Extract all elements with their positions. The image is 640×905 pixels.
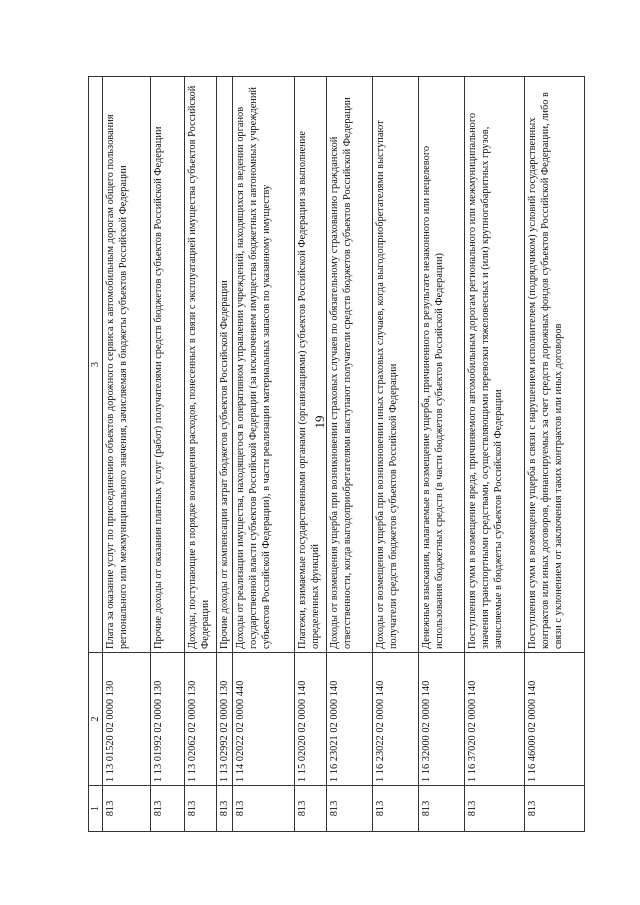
revenue-name-cell: Прочие доходы от оказания платных услуг (работ) получателями средств бюджетов субъектов Российской Федерации <box>151 77 185 653</box>
table-row <box>525 77 585 832</box>
table-row <box>103 77 151 832</box>
revenue-code-cell: 1 13 02992 02 0000 130 <box>217 653 233 786</box>
revenue-name-cell: Поступления сумм в возмещение вреда, причиняемого автомобильным дорогам регионального или межмуниципального значения транспортными средствами, осуществляющими перевозки тяжеловесных и (или) крупногабаритных грузов, зачисляемые в бюджеты субъектов Российской Федерации <box>465 77 525 653</box>
revenue-code-cell: 1 16 37020 02 0000 140 <box>465 653 525 786</box>
revenue-name-cell: Платежи, взимаемые государственными органами (организациями) субъектов Российской Федерации за выполнение определенных функций <box>295 77 327 653</box>
admin-code-cell: 813 <box>295 786 327 832</box>
admin-code-cell: 813 <box>103 786 151 832</box>
header-col-2: 2 <box>89 653 103 786</box>
revenue-code-cell: 1 14 02022 02 0000 440 <box>233 653 295 786</box>
table-row <box>373 77 419 832</box>
revenue-name-cell: Доходы от реализации имущества, находящегося в оперативном управлении учреждений, находящихся в ведении органов государственной власти субъектов Российской Федерации (за исключением имущества бюджетных и автономных учреждений субъектов Российской Федерации), в части реализации материальных запасов по указанному имуществу <box>233 77 295 653</box>
revenue-code-cell: 1 16 23021 02 0000 140 <box>327 653 373 786</box>
revenue-name-cell: Доходы от возмещения ущерба при возникновении иных страховых случаев, когда выгодоприобретателями выступают получатели средств бюджетов субъектов Российской Федерации <box>373 77 419 653</box>
admin-code-cell: 813 <box>151 786 185 832</box>
revenue-code-cell: 1 16 32000 02 0000 140 <box>419 653 465 786</box>
revenue-codes-table <box>88 76 585 832</box>
page-number: 19 <box>312 415 327 429</box>
revenue-code-cell: 1 13 01520 02 0000 130 <box>103 653 151 786</box>
table-row <box>327 77 373 832</box>
table-row <box>465 77 525 832</box>
revenue-code-cell: 1 15 02020 02 0000 140 <box>295 653 327 786</box>
revenue-code-cell: 1 16 23022 02 0000 140 <box>373 653 419 786</box>
admin-code-cell: 813 <box>419 786 465 832</box>
table-row <box>233 77 295 832</box>
header-col-3: 3 <box>89 77 103 653</box>
revenue-code-cell: 1 13 01992 02 0000 130 <box>151 653 185 786</box>
admin-code-cell: 813 <box>233 786 295 832</box>
revenue-name-cell: Доходы, поступающие в порядке возмещения расходов, понесенных в связи с эксплуатацией имущества субъектов Российской Федерации <box>185 77 217 653</box>
table-row <box>151 77 185 832</box>
table-row <box>419 77 465 832</box>
rotated-sheet <box>88 77 564 832</box>
header-col-1: 1 <box>89 786 103 832</box>
admin-code-cell: 813 <box>185 786 217 832</box>
admin-code-cell: 813 <box>327 786 373 832</box>
revenue-name-cell: Плата за оказание услуг по присоединению объектов дорожного сервиса к автомобильным дорогам общего пользования регионального или межмуниципального значения, зачисляемая в бюджеты субъектов Российской Федерации <box>103 77 151 653</box>
revenue-code-cell: 1 13 02062 02 0000 130 <box>185 653 217 786</box>
table-row <box>185 77 217 832</box>
admin-code-cell: 813 <box>217 786 233 832</box>
admin-code-cell: 813 <box>465 786 525 832</box>
admin-code-cell: 813 <box>373 786 419 832</box>
revenue-name-cell: Прочие доходы от компенсации затрат бюджетов субъектов Российской Федерации <box>217 77 233 653</box>
header-row <box>89 77 103 832</box>
table-row <box>295 77 327 832</box>
revenue-code-cell: 1 16 46000 02 0000 140 <box>525 653 585 786</box>
table-row <box>217 77 233 832</box>
admin-code-cell: 813 <box>525 786 585 832</box>
revenue-name-cell: Денежные взыскания, налагаемые в возмещение ущерба, причиненного в результате незаконного или нецелевого использования бюджетных средств (в части бюджетов субъектов Российской Федерации) <box>419 77 465 653</box>
revenue-name-cell: Поступления сумм в возмещение ущерба в связи с нарушением исполнителем (подрядчиком) условий государственных контрактов или иных договоров, финансируемых за счет средств дорожных фондов субъектов Российской Федерации, либо в связи с уклонением от заключения таких контрактов или иных договоров <box>525 77 585 653</box>
revenue-name-cell: Доходы от возмещения ущерба при возникновении страховых случаев по обязательному страхованию гражданской ответственности, когда выгодоприобретателями выступают получатели средств бюджетов субъектов Российской Федерации <box>327 77 373 653</box>
